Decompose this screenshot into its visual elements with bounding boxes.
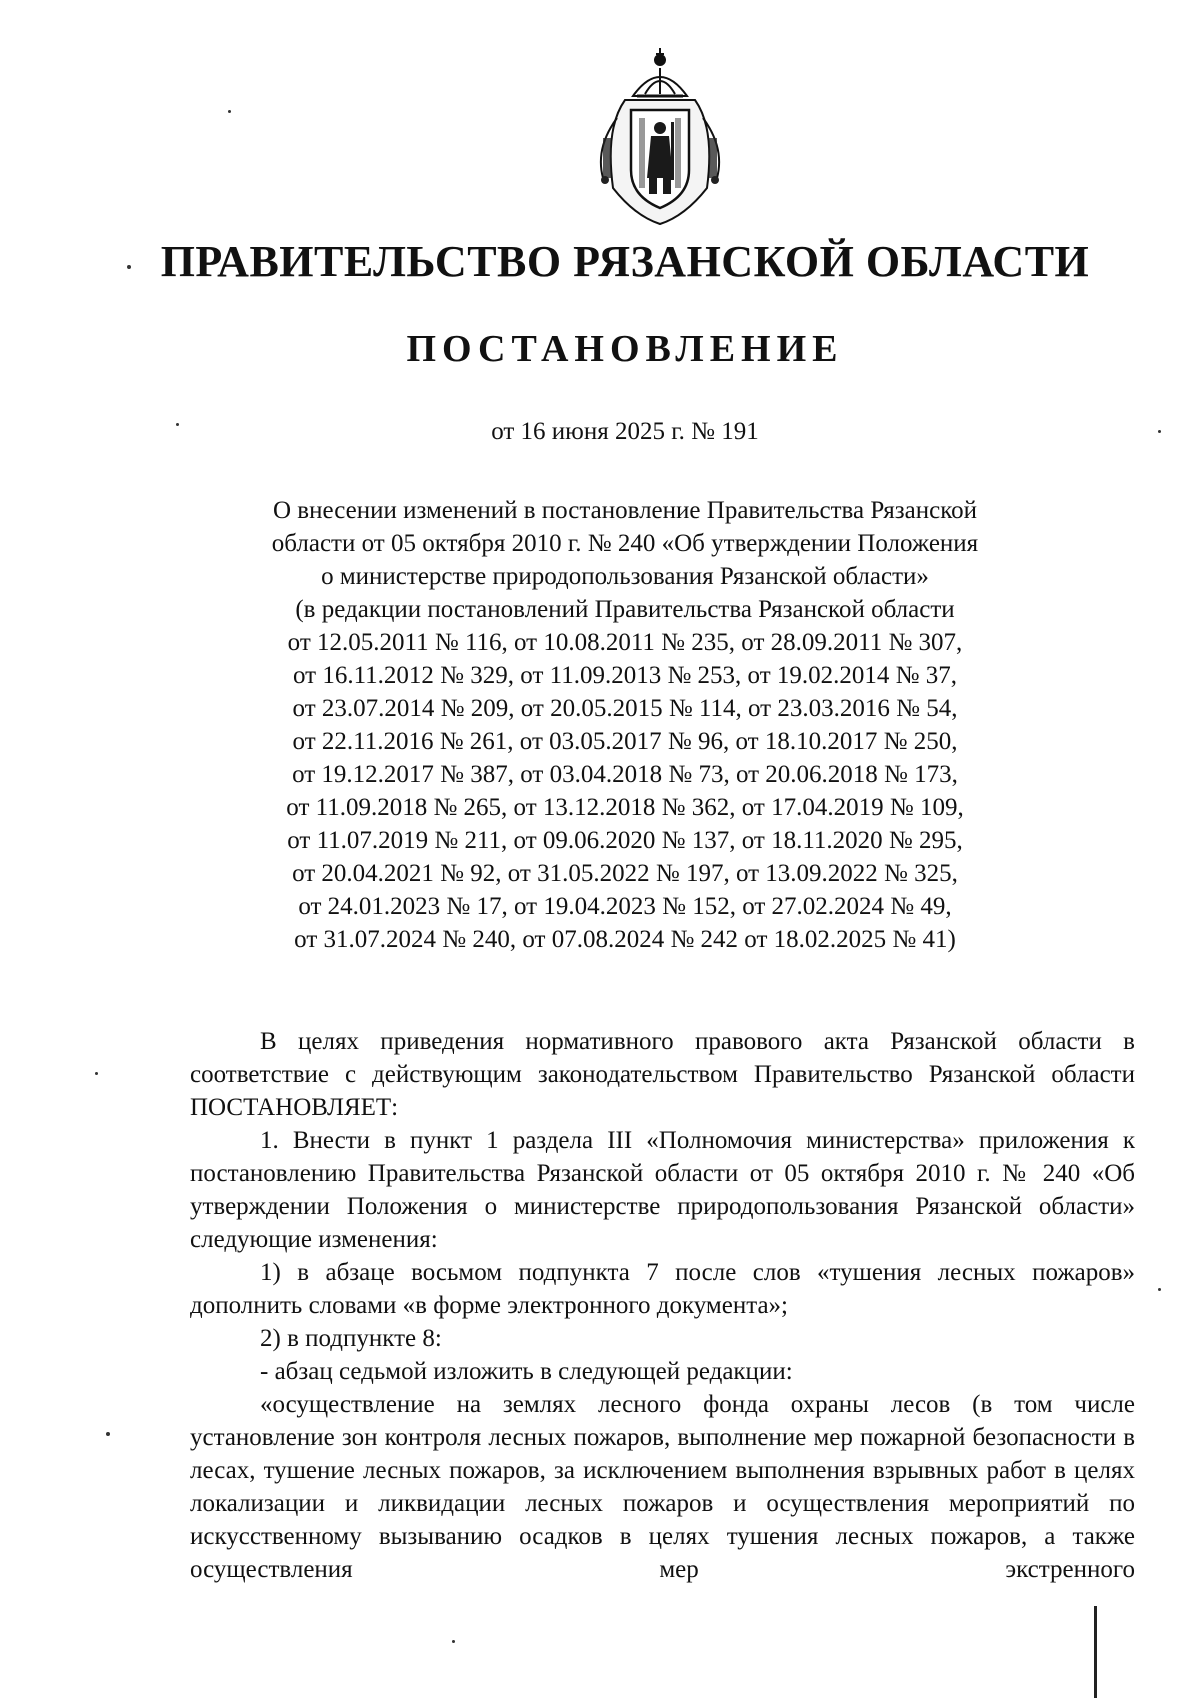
- decree-date-number: от 16 июня 2025 г. № 191: [491, 418, 759, 445]
- decree-subject: [195, 494, 1055, 956]
- item-1-paragraph: 1. Внести в пункт 1 раздела III «Полномочия министерства» приложения к постановлению Правительства Рязанской области от 05 октября 2010 г. № 240 «Об утверждении Положения о министерстве природопользования Рязанской области» следующие изменения:: [190, 1127, 1135, 1253]
- government-title: ПРАВИТЕЛЬСТВО РЯЗАНСКОЙ ОБЛАСТИ: [160, 237, 1090, 286]
- subject-line: области от 05 октября 2010 г. № 240 «Об утверждении Положения: [271, 530, 979, 557]
- subject-line: от 16.11.2012 № 329, от 11.09.2013 № 253, от 19.02.2014 № 37,: [293, 662, 957, 689]
- scan-speck: [1158, 1288, 1161, 1291]
- scan-speck: [1158, 430, 1161, 433]
- scan-speck: [106, 1432, 110, 1436]
- subject-line: от 19.12.2017 № 387, от 03.04.2018 № 73, от 20.06.2018 № 173,: [292, 761, 958, 788]
- document-type-title: ПОСТАНОВЛЕНИЕ: [406, 328, 844, 370]
- subject-line: от 20.04.2021 № 92, от 31.05.2022 № 197, от 13.09.2022 № 325,: [292, 860, 958, 887]
- ryazan-coat-of-arms-icon: [565, 38, 755, 228]
- subject-line: от 23.07.2014 № 209, от 20.05.2015 № 114, от 23.03.2016 № 54,: [292, 695, 958, 722]
- subject-line: от 31.07.2024 № 240, от 07.08.2024 № 242 от 18.02.2025 № 41): [294, 926, 956, 953]
- scan-speck: [127, 265, 131, 269]
- item-1-2-paragraph: 2) в подпункте 8:: [260, 1325, 442, 1352]
- item-1-1-paragraph: 1) в абзаце восьмом подпункта 7 после слов «тушения лесных пожаров» дополнить словами «в форме электронного документа»;: [190, 1259, 1135, 1319]
- subject-line: от 22.11.2016 № 261, от 03.05.2017 № 96, от 18.10.2017 № 250,: [292, 728, 958, 755]
- decree-body: [190, 1025, 1135, 1586]
- subject-line: о министерстве природопользования Рязанской области»: [321, 563, 929, 590]
- subject-line: О внесении изменений в постановление Правительства Рязанской: [272, 497, 977, 524]
- scan-edge-line: [1094, 1606, 1097, 1698]
- scan-speck: [228, 110, 231, 113]
- item-1-2-a-paragraph: - абзац седьмой изложить в следующей редакции:: [260, 1358, 793, 1385]
- quoted-amendment-paragraph: «осуществление на землях лесного фонда охраны лесов (в том числе установление зон контроля лесных пожаров, выполнение мер пожарной безопасности в лесах, тушение лесных пожаров, за исключением выполнения взрывных работ в целях локализации и ликвидации лесных пожаров и осуществления мероприятий по искусственному вызыванию осадков в целях тушения лесных пожаров, а также осуществления мер экстренного: [190, 1391, 1135, 1583]
- subject-line: от 24.01.2023 № 17, от 19.04.2023 № 152, от 27.02.2024 № 49,: [298, 893, 952, 920]
- subject-line: (в редакции постановлений Правительства Рязанской области: [295, 596, 955, 623]
- scan-speck: [452, 1640, 455, 1643]
- scan-speck: [95, 1072, 98, 1075]
- preamble-paragraph: В целях приведения нормативного правового акта Рязанской области в соответствие с действующим законодательством Правительство Рязанской области ПОСТАНОВЛЯЕТ:: [190, 1028, 1135, 1121]
- subject-line: от 11.07.2019 № 211, от 09.06.2020 № 137, от 18.11.2020 № 295,: [287, 827, 963, 854]
- subject-line: от 11.09.2018 № 265, от 13.12.2018 № 362, от 17.04.2019 № 109,: [286, 794, 964, 821]
- scan-speck: [176, 423, 179, 426]
- subject-line: от 12.05.2011 № 116, от 10.08.2011 № 235, от 28.09.2011 № 307,: [287, 629, 963, 656]
